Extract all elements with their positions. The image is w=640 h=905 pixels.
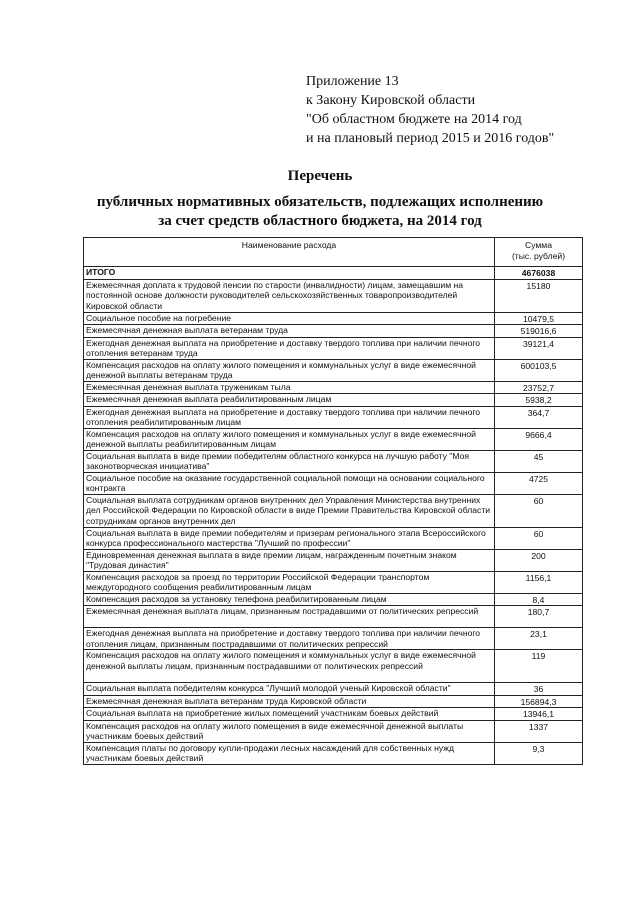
table-row: [84, 549, 583, 571]
row-sum: 119: [495, 650, 583, 683]
row-name: Единовременная денежная выплата в виде премии лицам, награжденным почетным знаком "Трудовая династия": [84, 549, 495, 571]
table-header-row: [84, 238, 583, 267]
table-row: [84, 406, 583, 428]
table-row: [84, 312, 583, 325]
table-row: [84, 337, 583, 359]
table-row: [84, 472, 583, 494]
table-row: [84, 571, 583, 593]
row-sum: 10479,5: [495, 312, 583, 325]
row-sum: 5938,2: [495, 394, 583, 407]
table-row: [84, 450, 583, 472]
document-title: Перечень: [287, 168, 353, 184]
row-sum: 39121,4: [495, 337, 583, 359]
appendix-line: "Об областном бюджете на 2014 год: [306, 112, 522, 127]
row-sum: 519016,6: [495, 325, 583, 338]
row-sum: 23,1: [495, 628, 583, 650]
row-name: Ежегодная денежная выплата на приобретение и доставку твердого топлива при наличии печного отопления реабилитированным лицам: [84, 406, 495, 428]
row-name: Социальная выплата в виде премии победителям и призерам регионального этапа Всероссийского конкурса профессионального мастерства "Лучший по профессии": [84, 527, 495, 549]
appendix-caption: [306, 72, 554, 148]
document-subtitle: [0, 193, 640, 231]
row-name: Социальная выплата сотрудникам органов внутренних дел Управления Министерства внутренних дел Российской Федерации по Кировской области в виде Премии Правительства Кировской области сотрудникам органов внутренних дел: [84, 494, 495, 527]
table-row: [84, 628, 583, 650]
row-sum: 9666,4: [495, 428, 583, 450]
appendix-line: к Закону Кировской области: [306, 93, 476, 108]
row-name: Социальная выплата на приобретение жилых помещений участникам боевых действий: [84, 708, 495, 721]
table-row: [84, 606, 583, 628]
row-sum: 1156,1: [495, 571, 583, 593]
row-sum: 4725: [495, 472, 583, 494]
table-row: [84, 381, 583, 394]
appendix-line: и на плановый период 2015 и 2016 годов": [306, 131, 555, 146]
row-name: Ежемесячная доплата к трудовой пенсии по старости (инвалидности) лицам, замещавшим на постоянной основе должности руководителей сельскохозяйственных товаропроизводителей Кировской области: [84, 279, 495, 312]
row-name: Социальное пособие на оказание государственной социальной помощи на основании социального контракта: [84, 472, 495, 494]
row-sum: 364,7: [495, 406, 583, 428]
row-sum: 8,4: [495, 593, 583, 606]
row-name: ИТОГО: [84, 267, 495, 280]
total-row: [84, 267, 583, 280]
row-name: Компенсация расходов за установку телефона реабилитированным лицам: [84, 593, 495, 606]
row-sum: 45: [495, 450, 583, 472]
header-sum: [495, 238, 583, 267]
row-sum: 4676038: [495, 267, 583, 280]
table-row: [84, 650, 583, 683]
table-row: [84, 359, 583, 381]
table-row: [84, 325, 583, 338]
row-sum: 60: [495, 494, 583, 527]
subtitle-line: публичных нормативных обязательств, подлежащих исполнению: [96, 194, 544, 210]
row-sum: 156894,3: [495, 695, 583, 708]
row-sum: 23752,7: [495, 381, 583, 394]
table-row: [84, 527, 583, 549]
table-row: [84, 683, 583, 696]
table-row: [84, 720, 583, 742]
table-row: [84, 279, 583, 312]
row-name: Ежемесячная денежная выплата ветеранам труда Кировской области: [84, 695, 495, 708]
table-row: [84, 394, 583, 407]
row-name: Компенсация расходов на оплату жилого помещения в виде ежемесячной денежной выплаты участникам боевых действий: [84, 720, 495, 742]
row-name: Социальная выплата в виде премии победителям областного конкурса на лучшую работу "Моя законотворческая инициатива": [84, 450, 495, 472]
row-sum: 600103,5: [495, 359, 583, 381]
row-sum: 180,7: [495, 606, 583, 628]
table-row: [84, 593, 583, 606]
row-sum: 15180: [495, 279, 583, 312]
header-sum-unit: (тыс. рублей): [511, 250, 566, 261]
row-name: Компенсация расходов на оплату жилого помещения и коммунальных услуг в виде ежемесячной денежной выплаты лицам, признанным пострадавшими от политических репрессий: [84, 650, 495, 683]
row-sum: 36: [495, 683, 583, 696]
obligations-table: [83, 237, 583, 765]
table-row: [84, 494, 583, 527]
row-sum: 200: [495, 549, 583, 571]
appendix-line: Приложение 13: [306, 74, 399, 89]
table-row: [84, 742, 583, 764]
header-name: Наименование расхода: [84, 238, 495, 267]
row-name: Ежемесячная денежная выплата лицам, признанным пострадавшими от политических репрессий: [84, 606, 495, 628]
row-name: Ежемесячная денежная выплата ветеранам труда: [84, 325, 495, 338]
row-name: Ежегодная денежная выплата на приобретение и доставку твердого топлива при наличии печного отопления ветеранам труда: [84, 337, 495, 359]
row-name: Компенсация платы по договору купли-продажи лесных насаждений для собственных нужд участникам боевых действий: [84, 742, 495, 764]
row-name: Ежемесячная денежная выплата труженикам тыла: [84, 381, 495, 394]
row-name: Компенсация расходов на оплату жилого помещения и коммунальных услуг в виде ежемесячной денежной выплаты ветеранам труда: [84, 359, 495, 381]
row-name: Компенсация расходов за проезд по территории Российской Федерации транспортом междугородного сообщения реабилитированным лицам: [84, 571, 495, 593]
table-row: [84, 428, 583, 450]
row-sum: 13946,1: [495, 708, 583, 721]
row-name: Компенсация расходов на оплату жилого помещения и коммунальных услуг в виде ежемесячной денежной выплаты реабилитированным лицам: [84, 428, 495, 450]
row-name: Социальная выплата победителям конкурса "Лучший молодой ученый Кировской области": [84, 683, 495, 696]
row-name: Ежегодная денежная выплата на приобретение и доставку твердого топлива при наличии печного отопления лицам, признанным пострадавшими от политических репрессий: [84, 628, 495, 650]
row-name: Ежемесячная денежная выплата реабилитированным лицам: [84, 394, 495, 407]
row-sum: 1337: [495, 720, 583, 742]
row-name: Социальное пособие на погребение: [84, 312, 495, 325]
table-row: [84, 708, 583, 721]
table-row: [84, 695, 583, 708]
row-sum: 9,3: [495, 742, 583, 764]
header-sum-label: Сумма: [524, 240, 552, 250]
subtitle-line: за счет средств областного бюджета, на 2014 год: [158, 213, 482, 229]
row-sum: 60: [495, 527, 583, 549]
